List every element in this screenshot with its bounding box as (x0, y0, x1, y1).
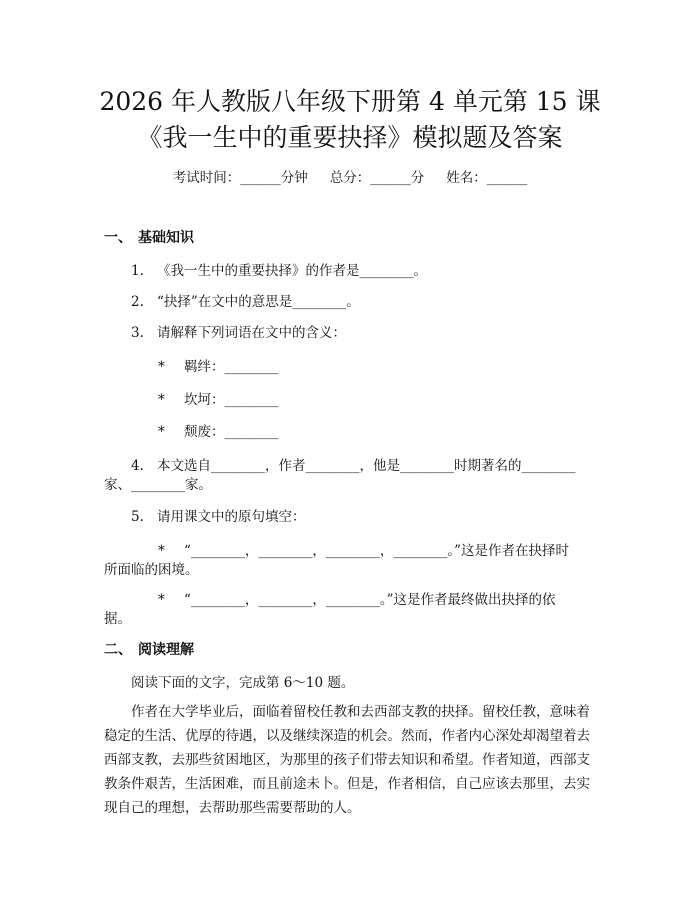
question-4-continued: 家、________家。 (104, 477, 212, 493)
passage-line: 教条件艰苦，生活困难，而且前途未卜。但是，作者相信，自己应该去那里，去实 (104, 776, 590, 792)
item-text: 颓废：________ (184, 424, 279, 440)
list-item (158, 357, 279, 377)
item-text: 羁绊：________ (184, 359, 279, 375)
bullet-icon: * (158, 592, 165, 608)
section-number: 一、 (104, 230, 132, 246)
question-number: 5. (131, 509, 144, 525)
list-item-continued: 所面临的困境。 (104, 562, 199, 578)
question-number: 4. (131, 458, 144, 474)
item-text: “________，________，________。”这是作者最终做出抉择的依 (184, 592, 556, 608)
exam-name: 姓名：______ (446, 170, 528, 186)
question-1 (131, 261, 427, 281)
list-item (158, 390, 279, 410)
section-title: 基础知识 (138, 230, 194, 246)
list-item-continued: 据。 (104, 611, 131, 627)
section-heading-reading (104, 640, 194, 660)
section-heading-basic (104, 228, 194, 248)
passage-line: 西部支教，去那些贫困地区，为那里的孩子们带去知识和希望。作者知道，西部支 (104, 752, 590, 768)
bullet-icon: * (158, 543, 165, 559)
bullet-icon: * (158, 424, 165, 440)
reading-passage (104, 700, 596, 820)
bullet-icon: * (158, 392, 165, 408)
passage-line: 稳定的生活、优厚的待遇，以及继续深造的机会。然而，作者内心深处却渴望着去 (104, 728, 590, 744)
question-text: 《我一生中的重要抉择》的作者是________。 (157, 263, 427, 279)
item-text: 坎坷：________ (184, 392, 279, 408)
question-text: “抉择”在文中的意思是________。 (157, 294, 360, 310)
exam-time: 考试时间：______分钟 (172, 170, 308, 186)
passage-line: 作者在大学毕业后，面临着留校任教和去西部支教的抉择。留校任教，意味着 (131, 704, 590, 720)
list-item (158, 541, 569, 561)
exam-info (0, 168, 700, 188)
title-line-1: 2026 年人教版八年级下册第 4 单元第 15 课 (99, 87, 601, 116)
question-number: 1. (131, 263, 144, 279)
question-text: 请用课文中的原句填空： (157, 509, 306, 525)
section-number: 二、 (104, 642, 132, 658)
question-5 (131, 507, 306, 527)
section-title: 阅读理解 (138, 642, 194, 658)
question-number: 2. (131, 294, 144, 310)
bullet-icon: * (158, 359, 165, 375)
list-item (158, 422, 279, 442)
exam-score: 总分：______分 (329, 170, 425, 186)
question-4 (131, 456, 576, 476)
question-number: 3. (131, 325, 144, 341)
question-text: 请解释下列词语在文中的含义： (157, 325, 346, 341)
question-text: 本文选自________，作者________，他是________时期著名的________ (157, 458, 576, 474)
question-2 (131, 292, 360, 312)
list-item (158, 590, 556, 610)
passage-line: 现自己的理想，去帮助那些需要帮助的人。 (104, 800, 361, 816)
item-text: “________，________，________，________。”这是作者在抉择时 (184, 543, 570, 559)
question-3 (131, 323, 346, 343)
title-line-2: 《我一生中的重要抉择》模拟题及答案 (137, 123, 563, 152)
reading-intro: 阅读下面的文字，完成第 6～10 题。 (131, 675, 355, 691)
